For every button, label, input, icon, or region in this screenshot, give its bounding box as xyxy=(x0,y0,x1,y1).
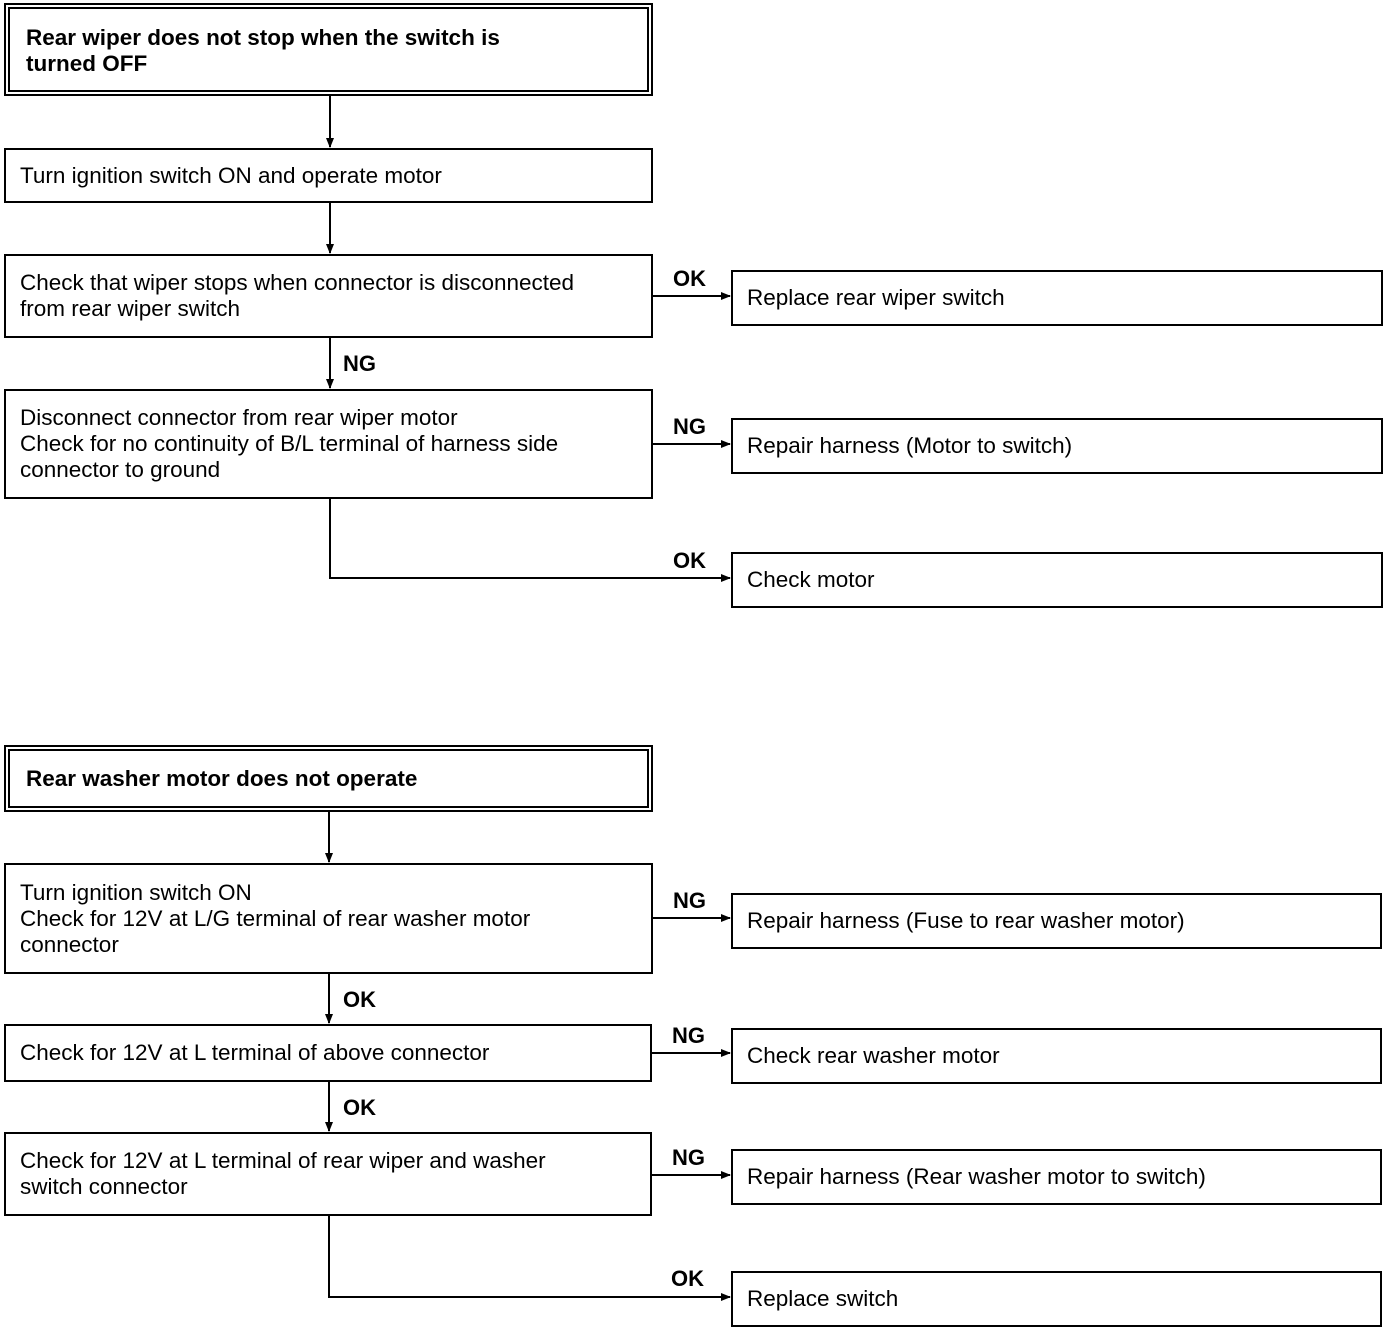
f2-step3-ok-result-text: Replace switch xyxy=(747,1286,899,1311)
f1-step3-ng-result-text: Repair harness (Motor to switch) xyxy=(747,433,1073,458)
f2-step3-text: Check for 12V at L terminal of rear wiper and washer switch connector xyxy=(20,1148,546,1199)
f1-step2-ng-label: NG xyxy=(343,351,376,376)
f1-step3-text: Disconnect connector from rear wiper motor Check for no continuity of B/L terminal of harness side connector to ground xyxy=(20,405,559,482)
f2-step2-ok-label: OK xyxy=(343,1095,376,1120)
f2-step1-text: Turn ignition switch ON Check for 12V at L/G terminal of rear washer motor connector xyxy=(20,879,531,957)
f1-step2-ok-label: OK xyxy=(673,266,706,291)
f2-step3-ng-result-text: Repair harness (Rear washer motor to switch) xyxy=(747,1164,1206,1189)
f2-step1-ng-result-box xyxy=(731,893,1382,949)
f2-title-text: Rear washer motor does not operate xyxy=(26,765,418,791)
f1-step2-text: Check that wiper stops when connector is disconnected from rear wiper switch xyxy=(20,270,575,321)
f2-step1-ok-label: OK xyxy=(343,987,376,1012)
f2-step2-box xyxy=(4,1024,652,1082)
f1-step3-ok-label: OK xyxy=(673,548,706,573)
f2-step3-ng-result-box xyxy=(731,1149,1382,1205)
f1-title-text: Rear wiper does not stop when the switch is turned OFF xyxy=(26,25,500,76)
f2-step2-ng-result-box xyxy=(731,1028,1382,1084)
f2-step3-ok-result-box xyxy=(731,1271,1382,1327)
f2-step2-text: Check for 12V at L terminal of above connector xyxy=(20,1040,490,1065)
f2-step3-ng-label: NG xyxy=(672,1145,705,1170)
f1-step3-box xyxy=(4,389,653,499)
f2-step2-ng-result-text: Check rear washer motor xyxy=(747,1043,1000,1068)
f2-title-box xyxy=(4,745,653,812)
connector-f1-step3-ok xyxy=(330,498,730,578)
f1-step2-box xyxy=(4,254,653,338)
f2-step2-ng-label: NG xyxy=(672,1023,705,1048)
connector-f2-step3-ok xyxy=(329,1216,730,1297)
f1-step1-box xyxy=(4,148,653,203)
f2-step1-ng-label: NG xyxy=(673,888,706,913)
f2-step1-box xyxy=(4,863,653,974)
f2-step3-ok-label: OK xyxy=(671,1266,704,1291)
f1-step1-text: Turn ignition switch ON and operate motor xyxy=(20,162,442,188)
f1-step2-ok-result-text: Replace rear wiper switch xyxy=(747,285,1005,310)
f1-step2-ok-result-box xyxy=(731,270,1383,326)
f2-step3-box xyxy=(4,1132,652,1216)
f1-step3-ng-label: NG xyxy=(673,414,706,439)
f2-step1-ng-result-text: Repair harness (Fuse to rear washer motor) xyxy=(747,908,1185,933)
f1-step3-ng-result-box xyxy=(731,418,1383,474)
f1-title-box xyxy=(4,3,653,96)
f1-step3-ok-result-box xyxy=(731,552,1383,608)
f1-step3-ok-result-text: Check motor xyxy=(747,567,875,592)
